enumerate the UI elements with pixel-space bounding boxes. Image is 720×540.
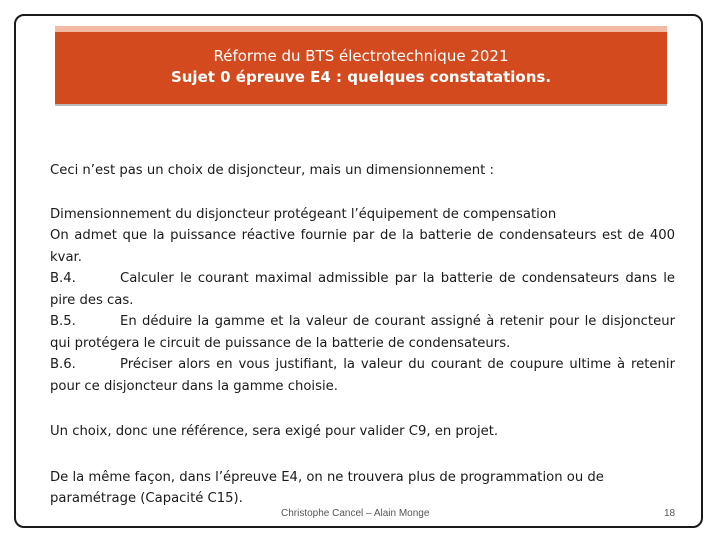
question-number: B.5.	[50, 314, 76, 329]
question-item	[50, 268, 675, 311]
slide-body	[50, 160, 675, 510]
premise-text: On admet que la puissance réactive fournie par de la batterie de condensateurs est de 400 kvar.	[50, 228, 675, 265]
question-text: Calculer le courant maximal admissible par la batterie de condensateurs dans le pire des cas.	[50, 271, 675, 308]
title-banner	[55, 32, 667, 104]
note-text: De la même façon, dans l’épreuve E4, on ne trouvera plus de programmation ou de paramétrage (Capacité C15).	[50, 469, 604, 506]
question-text: Préciser alors en vous justifiant, la valeur du courant de coupure ultime à retenir pour ce disjoncteur dans la gamme choisie.	[50, 357, 675, 394]
section-title: Dimensionnement du disjoncteur protégeant l’équipement de compensation	[50, 206, 557, 222]
question-item	[50, 354, 675, 397]
note-text: Un choix, donc une référence, sera exigé pour valider C9, en projet.	[50, 424, 499, 439]
title-line: Réforme du BTS électrotechnique 2021	[213, 47, 509, 65]
subtitle-line: Sujet 0 épreuve E4 : quelques constatations.	[170, 68, 552, 86]
page-number: 18	[664, 508, 676, 519]
question-number: B.6.	[50, 357, 76, 372]
footer-author: Christophe Cancel – Alain Monge	[281, 508, 430, 519]
question-item	[50, 311, 675, 354]
question-text: En déduire la gamme et la valeur de courant assigné à retenir pour le disjoncteur qui protégera le circuit de puissance de la batterie de condensateurs.	[50, 314, 675, 351]
question-number: B.4.	[50, 271, 76, 286]
intro-text: Ceci n’est pas un choix de disjoncteur, mais un dimensionnement :	[50, 163, 494, 178]
